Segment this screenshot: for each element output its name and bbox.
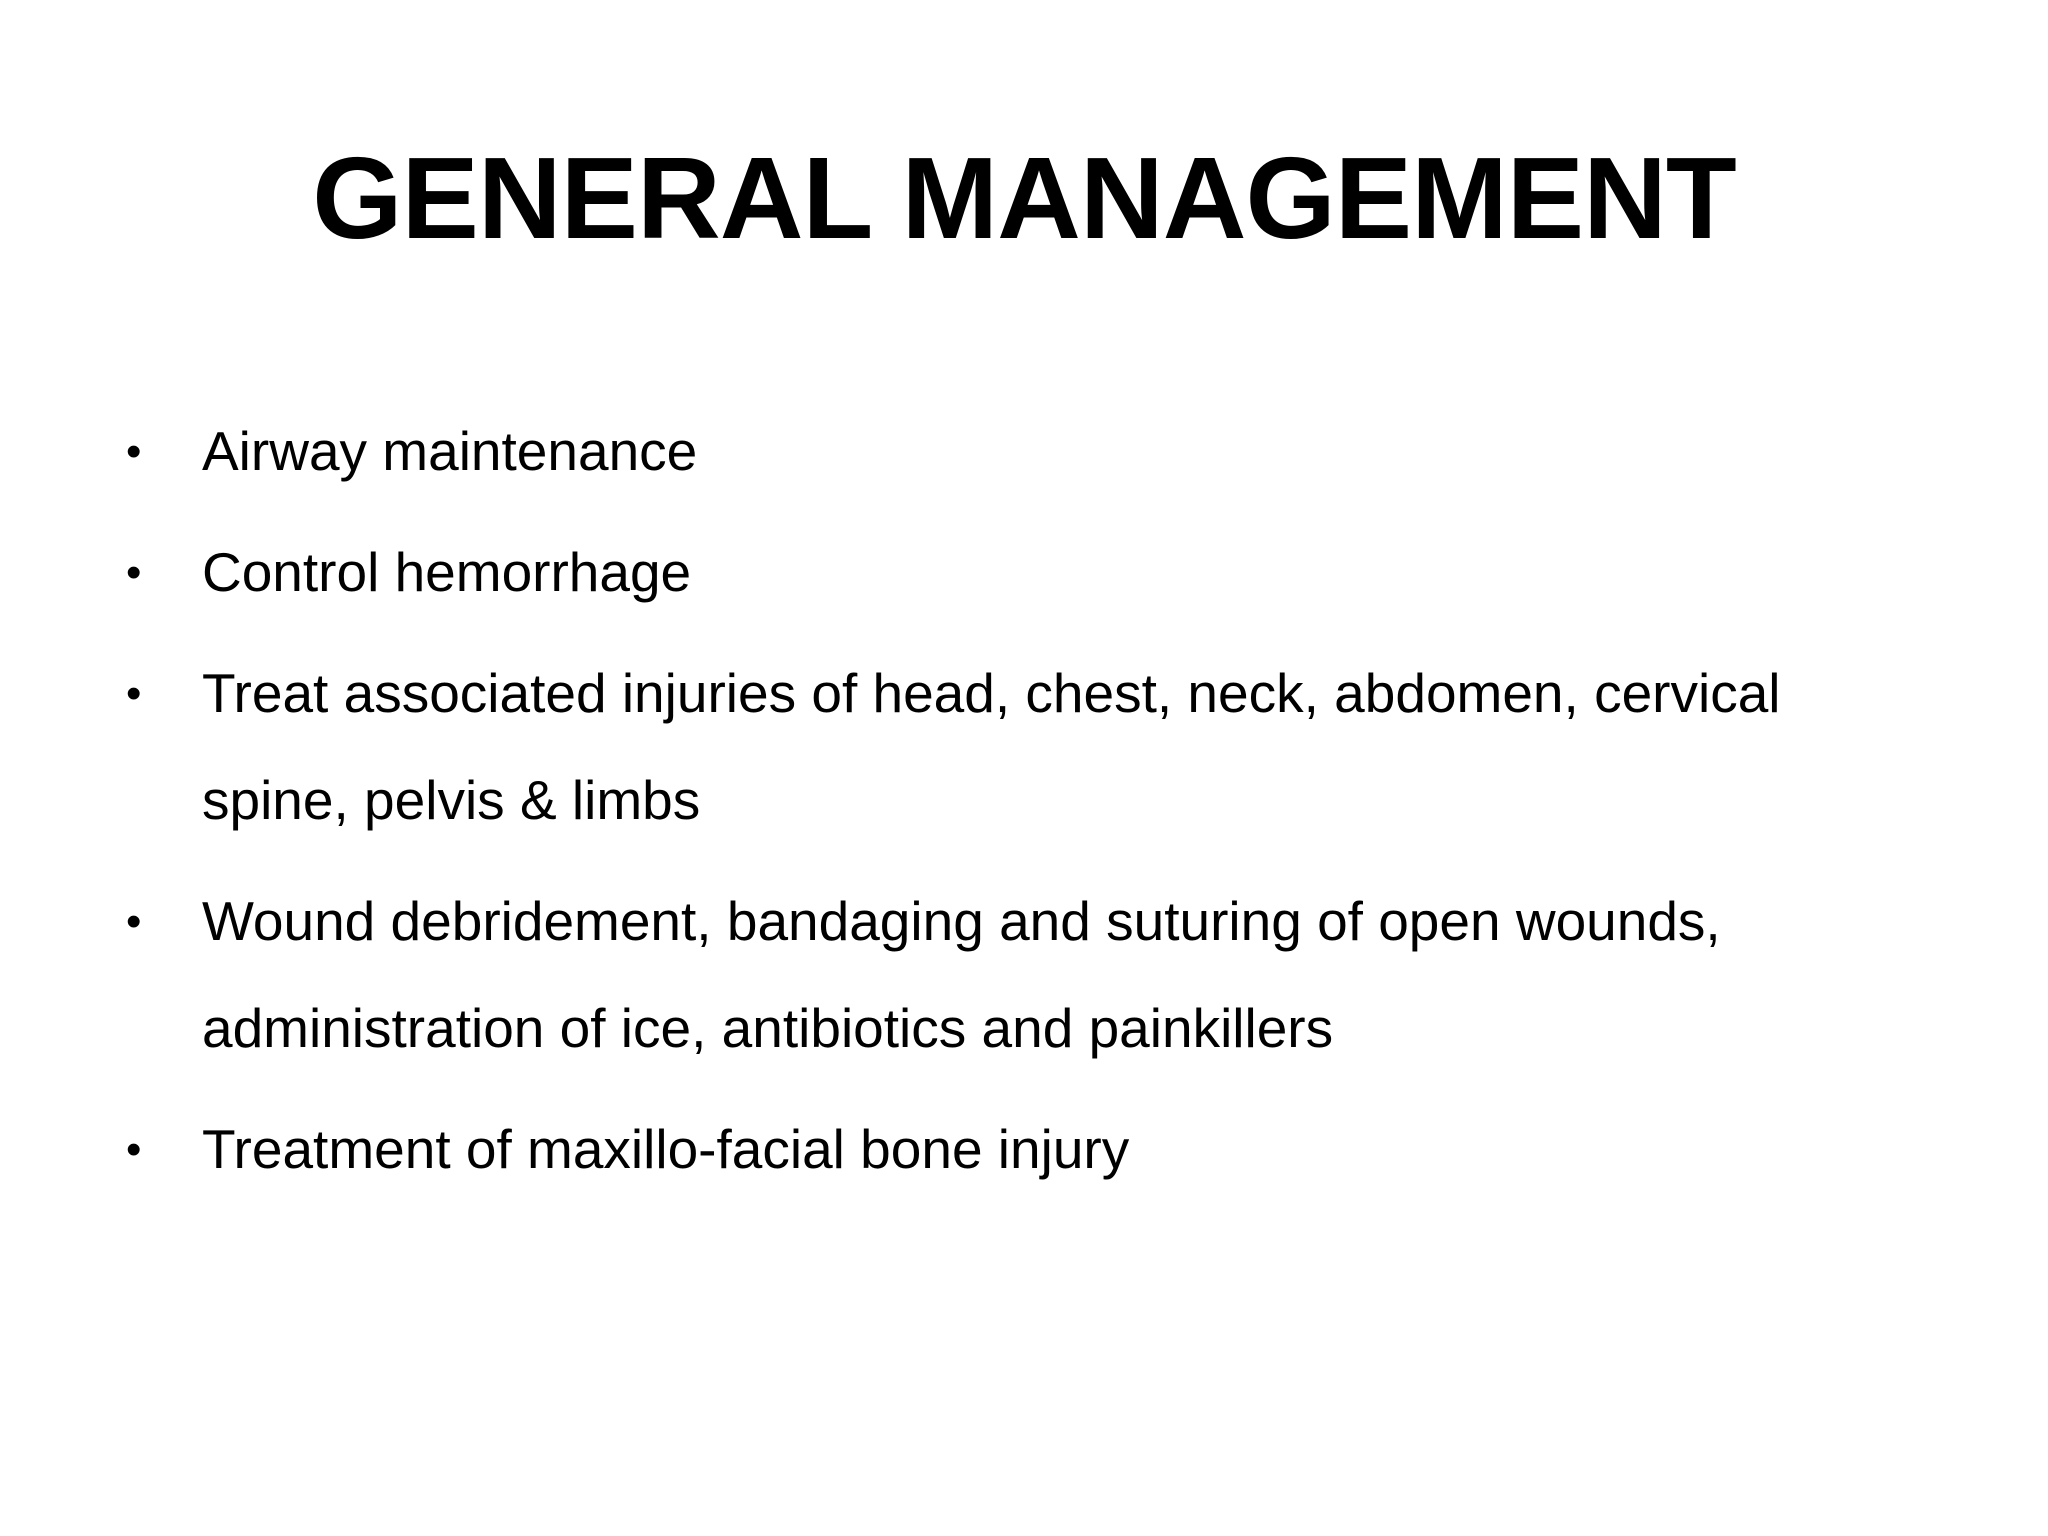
bullet-item-airway (124, 398, 1924, 505)
bullet-text: Treatment of maxillo-facial bone injury (202, 1118, 1130, 1180)
bullet-icon: • (126, 548, 142, 597)
bullet-icon: • (126, 897, 142, 946)
bullet-icon: • (126, 427, 142, 476)
bullet-item-wound-care (124, 868, 1924, 1082)
bullet-icon: • (126, 1125, 142, 1174)
bullet-text: Airway maintenance (202, 420, 698, 482)
slide-title: GENERAL MANAGEMENT (312, 133, 1736, 263)
bullet-item-bone-injury (124, 1096, 1924, 1203)
bullet-item-hemorrhage (124, 519, 1924, 626)
bullet-list (124, 398, 1924, 1217)
bullet-icon: • (126, 669, 142, 718)
bullet-text: Control hemorrhage (202, 541, 692, 603)
bullet-text: Wound debridement, bandaging and suturing of open wounds, administration of ice, antibiotics and painkillers (202, 890, 1721, 1059)
bullet-text: Treat associated injuries of head, chest, neck, abdomen, cervical spine, pelvis & limbs (202, 662, 1781, 831)
bullet-item-associated-injuries (124, 640, 1924, 854)
